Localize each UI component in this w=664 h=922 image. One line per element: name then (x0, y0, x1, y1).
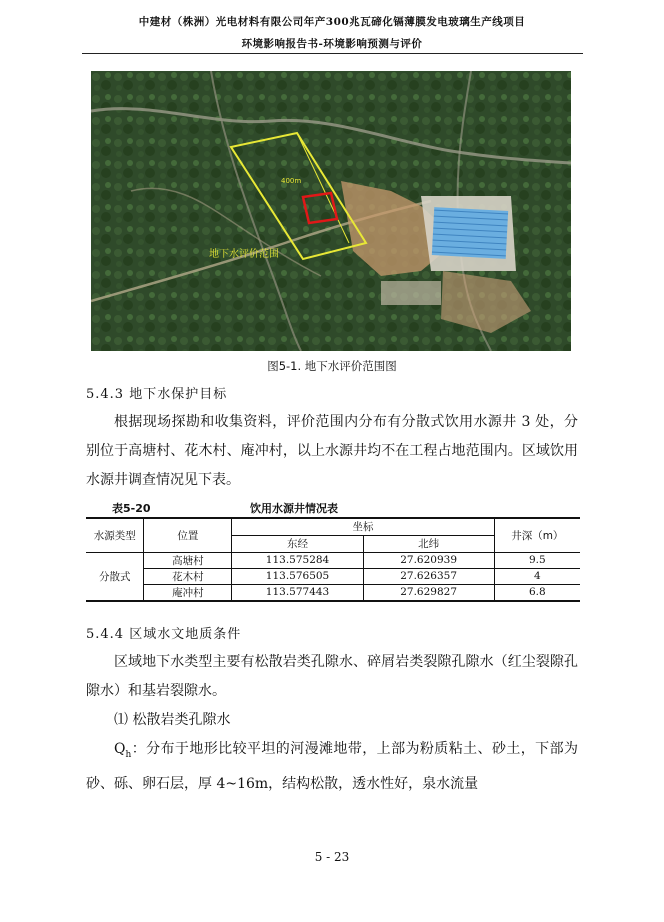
figure-caption: 图5-1. 地下水评价范围图 (267, 359, 397, 373)
table-title: 饮用水源井情况表 (250, 502, 338, 515)
location-cell: 庵冲村 (144, 584, 232, 601)
satellite-map (91, 71, 571, 351)
list-item-loose-rock-water: ⑴ 松散岩类孔隙水 (114, 712, 231, 728)
section-543-paragraph: 根据现场探勘和收集资料，评价范围内分布有分散式饮用水源井 3 处，分别位于高塘村、花木村、庵冲村，以上水源井均不在工程占地范围内。区域饮用水源井调查情况见下表。 (86, 414, 578, 488)
section-544-paragraph: 区域地下水类型主要有松散岩类孔隙水、碎屑岩类裂隙孔隙水（红尘裂隙孔隙水）和基岩裂隙水。 (86, 654, 578, 699)
qh-description: ：分布于地形比较平坦的河漫滩地带，上部为粉质粘土、砂土，下部为砂、砾、卵石层，厚 4~16m，结构松散，透水性好，泉水流量 (86, 741, 578, 792)
north-cell: 27.629827 (363, 584, 494, 601)
depth-cell: 6.8 (494, 584, 580, 601)
qh-paragraph (86, 735, 578, 799)
header-rule (82, 53, 583, 54)
north-cell: 27.626357 (363, 568, 494, 584)
header-coords: 坐标 (232, 518, 494, 535)
qh-symbol: Q (114, 741, 126, 757)
table-row (86, 552, 580, 568)
table-number: 表5-20 (112, 502, 151, 515)
type-cell: 分散式 (86, 552, 144, 601)
water-wells-table (86, 517, 580, 602)
map-range-label: 地下水评价范围 (209, 249, 279, 260)
header-depth: 井深（m） (494, 518, 580, 552)
header-location: 位置 (144, 518, 232, 552)
depth-cell: 9.5 (494, 552, 580, 568)
map-dim-label: 400m (281, 177, 302, 185)
east-cell: 113.575284 (232, 552, 363, 568)
page-number: 5 - 23 (314, 850, 350, 864)
east-cell: 113.576505 (232, 568, 363, 584)
location-cell: 高塘村 (144, 552, 232, 568)
north-cell: 27.620939 (363, 552, 494, 568)
header-subtitle: 环境影响报告书-环境影响预测与评价 (241, 38, 423, 50)
header-north: 北纬 (363, 535, 494, 552)
header-east: 东经 (232, 535, 363, 552)
table-row (86, 568, 580, 584)
section-543-title: 5.4.3 地下水保护目标 (86, 387, 228, 402)
section-544-title: 5.4.4 区域水文地质条件 (86, 627, 242, 642)
location-cell: 花木村 (144, 568, 232, 584)
header-type: 水源类型 (86, 518, 144, 552)
table-row (86, 584, 580, 601)
qh-subscript: h (125, 749, 132, 760)
depth-cell: 4 (494, 568, 580, 584)
east-cell: 113.577443 (232, 584, 363, 601)
header-title: 中建材（株洲）光电材料有限公司年产300兆瓦碲化镉薄膜发电玻璃生产线项目 (138, 16, 526, 28)
